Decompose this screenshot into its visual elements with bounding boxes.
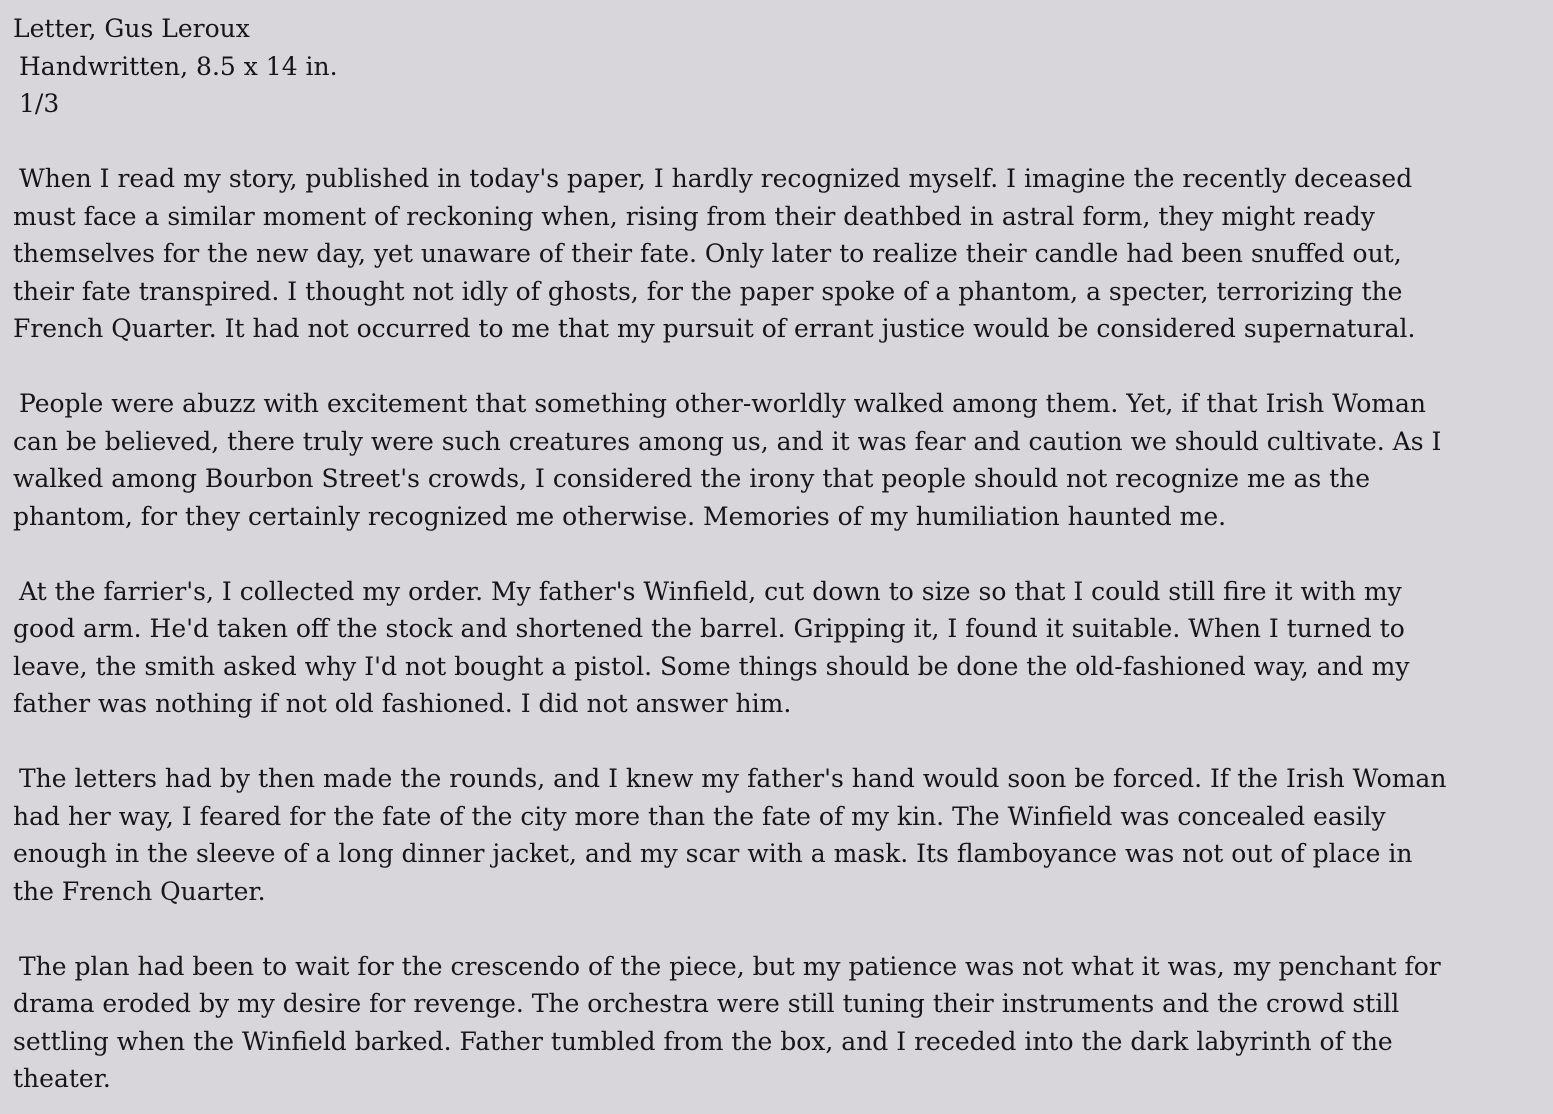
letter-paragraph-3 bbox=[13, 573, 1433, 723]
paragraph-line: phantom, for they certainly recognized me otherwise. Memories of my humiliation haunted me. bbox=[13, 501, 1227, 531]
paragraph-line: can be believed, there truly were such creatures among us, and it was fear and caution we should cultivate. As I bbox=[13, 426, 1442, 456]
paragraph-line: must face a similar moment of reckoning when, rising from their deathbed in astral form, they might ready bbox=[13, 201, 1375, 231]
paragraph-line: At the farrier's, I collected my order. My father's Winfield, cut down to size so that I could still fire it with my bbox=[19, 576, 1402, 606]
paragraph-line: had her way, I feared for the fate of the city more than the fate of my kin. The Winfield was concealed easily bbox=[13, 801, 1386, 831]
paragraph-line: When I read my story, published in today's paper, I hardly recognized myself. I imagine the recently deceased bbox=[19, 164, 1413, 193]
letter-format: Handwritten, 8.5 x 14 in. bbox=[19, 51, 338, 81]
header-spacer bbox=[13, 123, 1553, 161]
letter-title: Letter, Gus Leroux bbox=[13, 14, 250, 43]
paragraph-line: the French Quarter. bbox=[13, 876, 266, 906]
paragraph-line: French Quarter. It had not occurred to me that my pursuit of errant justice would be considered supernatural. bbox=[13, 314, 1416, 343]
page-indicator: 1/3 bbox=[19, 89, 60, 118]
paragraph-line: theater. bbox=[13, 1064, 111, 1093]
letter-paragraph-1 bbox=[13, 160, 1433, 348]
letter-paragraph-5 bbox=[13, 948, 1441, 1098]
letter-paragraph-4 bbox=[13, 760, 1447, 910]
paragraph-line: enough in the sleeve of a long dinner jacket, and my scar with a mask. Its flamboyance was not out of place in bbox=[13, 839, 1413, 868]
paragraph-spacer bbox=[13, 348, 1553, 386]
paragraph-line: good arm. He'd taken off the stock and shortened the barrel. Gripping it, I found it suitable. When I turned to bbox=[13, 614, 1405, 643]
paragraph-line: father was nothing if not old fashioned. I did not answer him. bbox=[13, 689, 792, 718]
letter-paragraph-2 bbox=[13, 385, 1442, 535]
paragraph-line: The letters had by then made the rounds, and I knew my father's hand would soon be forced. If the Irish Woman bbox=[19, 764, 1447, 793]
paragraph-line: People were abuzz with excitement that something other-worldly walked among them. Yet, if that Irish Woman bbox=[19, 389, 1426, 418]
letter-header bbox=[13, 10, 1553, 123]
paragraph-line: settling when the Winfield barked. Father tumbled from the box, and I receded into the dark labyrinth of the bbox=[13, 1026, 1393, 1056]
paragraph-line: walked among Bourbon Street's crowds, I considered the irony that people should not recognize me as the bbox=[13, 464, 1371, 493]
paragraph-line: The plan had been to wait for the crescendo of the piece, but my patience was not what it was, my penchant for bbox=[19, 951, 1441, 981]
paragraph-line: their fate transpired. I thought not idly of ghosts, for the paper spoke of a phantom, a specter, terrorizing the bbox=[13, 276, 1403, 306]
paragraph-line: drama eroded by my desire for revenge. The orchestra were still tuning their instruments and the crowd still bbox=[13, 989, 1400, 1018]
paragraph-spacer bbox=[13, 535, 1553, 573]
paragraph-spacer bbox=[13, 723, 1553, 761]
paragraph-line: leave, the smith asked why I'd not bought a pistol. Some things should be done the old-fashioned way, and my bbox=[13, 651, 1410, 681]
paragraph-spacer bbox=[13, 910, 1553, 948]
paragraph-line: themselves for the new day, yet unaware of their fate. Only later to realize their candle had been snuffed out, bbox=[13, 239, 1402, 268]
